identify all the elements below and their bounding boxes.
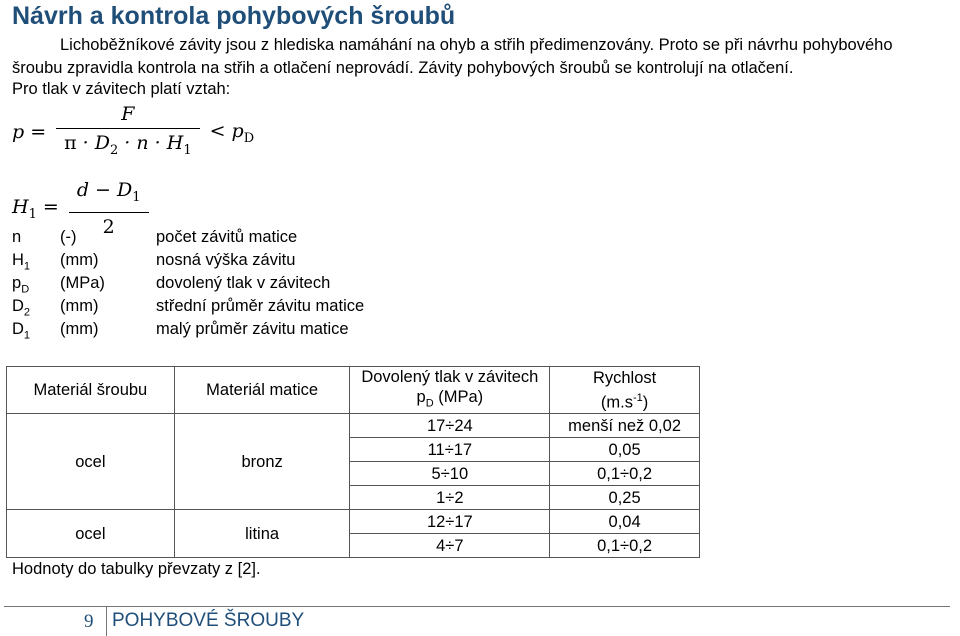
cell-pressure: 12÷17 [350, 510, 550, 534]
formula-intro: Pro tlak v závitech platí vztah: [12, 80, 231, 98]
legend-description: dovolený tlak v závitech [156, 274, 331, 292]
legend-symbol: $H_1$ [12, 251, 31, 273]
equation-fraction [56, 100, 199, 165]
cell-speed: 0,1÷0,2 [550, 462, 700, 486]
equation-denominator: $\pi \cdot D_2 \cdot n \cdot H_1$ [64, 132, 192, 158]
legend-unit: (mm) [60, 251, 99, 269]
intro-paragraph [12, 34, 942, 79]
header-screw-material: Materiál šroubu [7, 367, 175, 414]
cell-speed: 0,1÷0,2 [550, 534, 700, 558]
legend-unit: (mm) [60, 297, 99, 315]
table-row [7, 414, 700, 438]
pressure-equation [12, 100, 254, 165]
legend-description: malý průměr závitu matice [156, 320, 349, 338]
legend-unit: (-) [60, 228, 77, 246]
legend-symbol: n [12, 228, 22, 246]
cell-pressure: 11÷17 [350, 438, 550, 462]
header-nut-material: Materiál matice [174, 367, 350, 414]
legend-description: nosná výška závitu [156, 251, 296, 269]
footer-rule [4, 606, 950, 607]
cell-pressure: 4÷7 [350, 534, 550, 558]
equation-fraction [69, 176, 149, 241]
legend-symbol: $p_D$ [12, 274, 30, 296]
legend-symbol: $D_2$ [12, 297, 31, 319]
table-header-row [7, 367, 700, 414]
equation-numerator: F [56, 100, 199, 129]
equation-lhs: $H_1$ = [12, 195, 59, 222]
legend-description: počet závitů matice [156, 228, 298, 246]
cell-pressure: 17÷24 [350, 414, 550, 438]
cell-nut-material: litina [174, 510, 350, 558]
legend-symbol: $D_1$ [12, 320, 31, 342]
paragraph-line: Lichoběžníkové závity jsou z hlediska namáhání na ohyb a střih předimenzovány. Proto se při návrhu pohybového [60, 36, 893, 54]
running-head: POHYBOVÉ ŠROUBY [112, 610, 305, 631]
equation-numerator: $d - D_1$ [69, 176, 149, 213]
legend-unit: (mm) [60, 320, 99, 338]
equation-denominator: 2 [102, 215, 115, 238]
cell-screw-material: ocel [7, 510, 175, 558]
cell-pressure: 1÷2 [350, 486, 550, 510]
equation-lhs: p = [12, 121, 47, 144]
cell-pressure: 5÷10 [350, 462, 550, 486]
header-speed: Rychlost $(m.s^{-1})$ [550, 367, 700, 414]
cell-speed: 0,04 [550, 510, 700, 534]
equation-rhs: < $p_D$ [209, 119, 255, 146]
page-number: 9 [84, 611, 94, 632]
legend-unit: (MPa) [60, 274, 105, 292]
footer-divider [106, 606, 107, 636]
allowable-pressure-table [6, 366, 700, 558]
source-note: Hodnoty do tabulky převzaty z [2]. [8, 558, 292, 580]
height-equation [12, 176, 149, 241]
legend-description: střední průměr závitu matice [156, 297, 365, 315]
header-allowable-pressure: Dovolený tlak v závitech $p_D$ (MPa) [350, 367, 550, 414]
page-title: Návrh a kontrola pohybových šroubů [12, 2, 456, 30]
cell-screw-material: ocel [7, 414, 175, 510]
cell-speed: 0,25 [550, 486, 700, 510]
cell-nut-material: bronz [174, 414, 350, 510]
cell-speed: menší než 0,02 [550, 414, 700, 438]
table-row [7, 510, 700, 534]
cell-speed: 0,05 [550, 438, 700, 462]
paragraph-line: šroubu zpravidla kontrola na střih a otlačení neprovádí. Závity pohybových šroubů se kontrolují na otlačení. [12, 58, 794, 77]
